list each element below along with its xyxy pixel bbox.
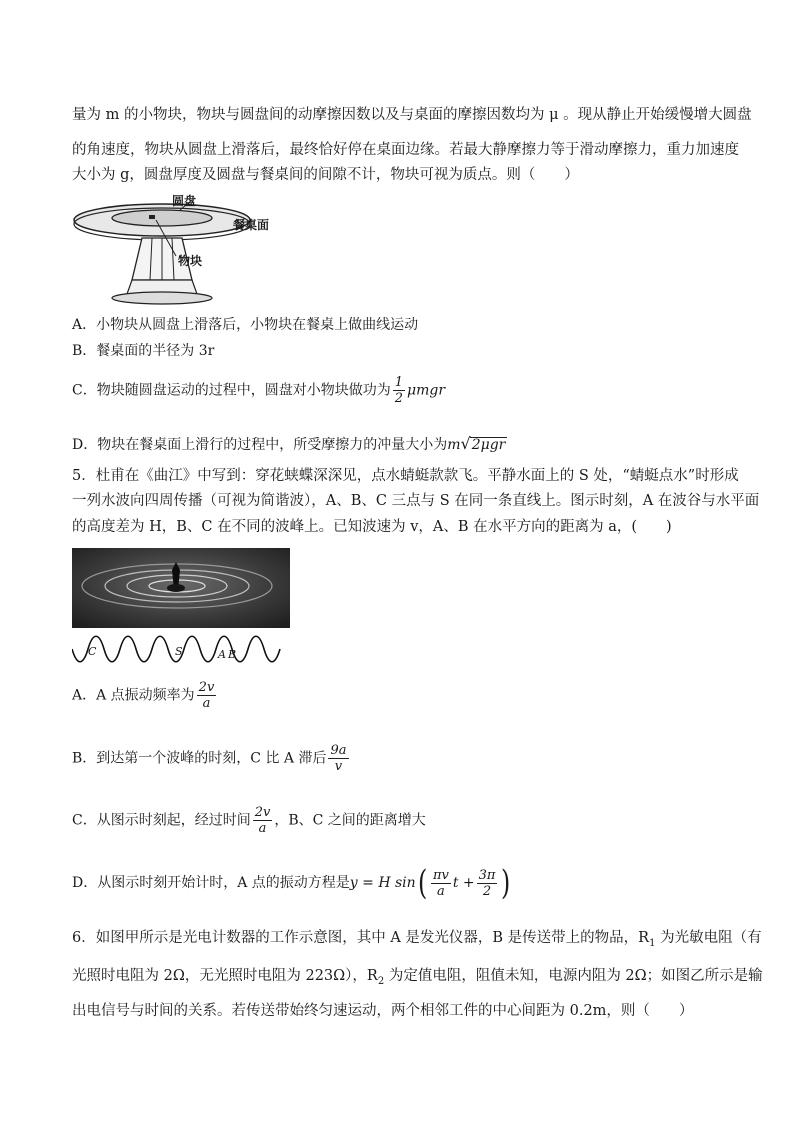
fraction-den: a	[437, 883, 445, 899]
wave-label-a: A	[218, 648, 226, 661]
q6-stem-line-3: 出电信号与时间的关系。若传送带始终匀速运动，两个相邻工件的中心间距为 0.2m，则（ ）	[72, 1003, 694, 1019]
q5-option-d-eq: y = H sin	[349, 875, 416, 891]
fraction	[477, 869, 498, 898]
q5-option-b-text: B．到达第一个波峰的时刻，C 比 A 滞后	[72, 750, 327, 767]
fraction-den: v	[334, 759, 343, 774]
q6-stem-line-2	[72, 969, 763, 987]
label-block: 物块	[178, 254, 203, 268]
fraction	[253, 806, 273, 835]
fraction	[197, 681, 217, 710]
wave-label-b: B	[228, 648, 237, 661]
q5-option-c-text: C．从图示时刻起，经过时间	[72, 812, 251, 829]
subscript: 1	[649, 937, 656, 949]
q4-stem-line-3: 大小为 g，圆盘厚度及圆盘与餐桌间的间隙不计，物块可视为质点。则（ ）	[72, 167, 579, 183]
q5-option-a-text: A．A 点振动频率为	[72, 687, 195, 704]
q5-option-c	[72, 806, 426, 835]
fraction-num: πv	[432, 867, 449, 883]
right-paren: )	[501, 863, 511, 903]
q6-line2-part-a: 光照时电阻为 2Ω，无光照时电阻为 223Ω），R	[72, 968, 378, 984]
q4-option-a: A．小物块从圆盘上滑落后，小物块在餐桌上做曲线运动	[72, 317, 419, 333]
sqrt-radicand: 2μgr	[471, 437, 506, 453]
q6-line1-part-a: 6．如图甲所示是光电计数器的工作示意图，其中 A 是发光仪器，B 是传送带上的物品，R	[72, 930, 650, 946]
q5-option-d-t: t +	[452, 875, 475, 891]
label-table-surface: 餐桌面	[233, 218, 270, 232]
fraction	[393, 376, 405, 405]
q5-stem-line-3: 的高度差为 H，B、C 在不同的波峰上。已知波速为 v，A、B 在水平方向的距离为 a，( )	[72, 519, 672, 535]
q5-option-a	[72, 681, 218, 710]
left-paren: (	[417, 863, 427, 903]
wave-label-s: S	[175, 645, 183, 658]
fraction-num: 3π	[478, 867, 496, 883]
q4-option-c	[72, 376, 445, 405]
fraction-den: a	[258, 821, 267, 836]
fraction-den: 2	[482, 883, 492, 899]
subscript: 2	[377, 975, 385, 987]
q4-option-d-m: m	[447, 437, 461, 453]
fraction-num: 2v	[198, 680, 215, 695]
q5-option-b	[72, 744, 351, 773]
q4-option-c-tail: μmgr	[407, 382, 446, 399]
q4-option-d	[72, 436, 507, 452]
q4-option-c-text: C．物块随圆盘运动的过程中，圆盘对小物块做功为	[72, 382, 391, 399]
q5-stem-line-2: 一列水波向四周传播（可视为简谐波），A、B、C 三点与 S 在同一条直线上。图示时刻，A 在波谷与水平面	[72, 493, 760, 509]
q6-stem-line-1	[72, 931, 762, 949]
q6-line2-part-b: 为定值电阻，阻值未知，电源内阻为 2Ω；如图乙所示是输	[384, 968, 763, 984]
fraction-num: 1	[394, 375, 403, 390]
q4-stem-line-1: 量为 m 的小物块，物块与圆盘间的动摩擦因数以及与桌面的摩擦因数均为 μ 。现从静止开始缓慢增大圆盘	[72, 107, 752, 123]
q5-option-c-tail: ，B、C 之间的距离增大	[274, 812, 426, 829]
q4-option-d-text: D．物块在餐桌面上滑行的过程中，所受摩擦力的冲量大小为	[72, 437, 448, 453]
q4-stem-line-2: 的角速度，物块从圆盘上滑落后，最终恰好停在桌面边缘。若最大静摩擦力等于滑动摩擦力，重力加速度	[72, 142, 739, 158]
q5-stem-line-1: 5．杜甫在《曲江》中写到：穿花蛱蝶深深见，点水蜻蜓款款飞。平静水面上的 S 处，“蜻蜓点水”时形成	[72, 468, 739, 484]
q5-ripple-photo	[72, 548, 290, 628]
q4-option-b: B．餐桌面的半径为 3r	[72, 343, 215, 359]
fraction	[431, 869, 451, 898]
sqrt-sign: √	[460, 434, 471, 453]
fraction-num: 9a	[330, 743, 347, 758]
fraction-den: 2	[394, 391, 403, 406]
fraction-num: 2v	[254, 805, 271, 820]
wave-label-c: C	[88, 645, 97, 658]
fraction-den: a	[202, 696, 211, 711]
q5-option-d-text: D．从图示时刻开始计时，A 点的振动方程是	[72, 875, 350, 891]
q6-line1-part-b: 为光敏电阻（有	[655, 930, 762, 946]
fraction	[328, 744, 348, 773]
q5-option-d	[72, 863, 513, 903]
label-disc: 圆盘	[172, 194, 197, 208]
